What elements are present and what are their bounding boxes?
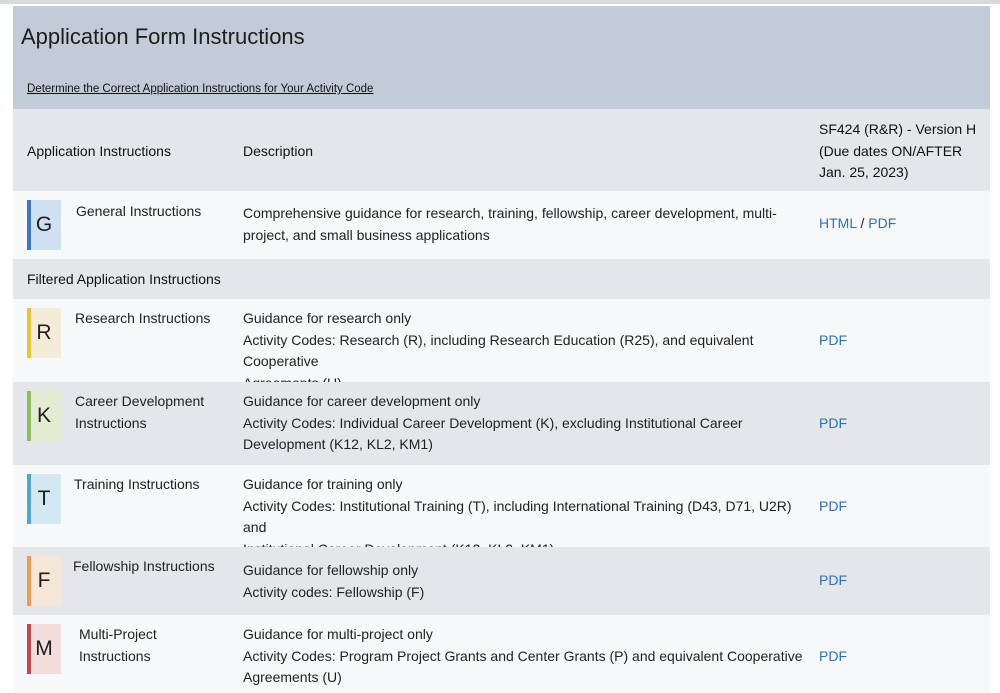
career-links [819, 415, 847, 431]
pdf-link[interactable]: PDF [819, 572, 847, 588]
version-line-1: SF424 (R&R) - Version H [819, 121, 977, 137]
description-line: project, and small business applications [243, 226, 490, 243]
column-header-version [819, 119, 976, 184]
filtered-section-label: Filtered Application Instructions [27, 271, 221, 287]
badge-letter: R [36, 321, 52, 344]
activity-code-link[interactable]: Determine the Correct Application Instructions for Your Activity Code [27, 83, 374, 95]
training-links [819, 498, 847, 514]
description-line: Guidance for research only [243, 310, 412, 326]
instructions-panel [13, 6, 990, 693]
html-link[interactable]: HTML [819, 215, 857, 231]
description-line: Activity Codes: Research (R), including Research Education (R25), and equivalent Cooperative [243, 331, 754, 369]
panel-header [13, 6, 990, 109]
instruction-name-line: Training Instructions [74, 476, 200, 492]
instruction-name [74, 474, 200, 496]
multi-project-badge [27, 624, 61, 674]
link-separator: / [856, 215, 869, 231]
training-badge [27, 474, 61, 524]
pdf-link[interactable]: PDF [819, 415, 847, 431]
description-line: Activity Codes: Individual Career Development (K), excluding Institutional Career [243, 414, 743, 431]
description-line: Agreements (U) [243, 669, 342, 685]
badge-letter: G [35, 213, 53, 236]
instruction-description [243, 624, 813, 689]
pdf-link[interactable]: PDF [819, 648, 847, 664]
description-line: Activity Codes: Institutional Training (T), including International Training (D43, D71, U2R) and [243, 497, 792, 535]
column-header-instructions: Application Instructions [27, 143, 171, 159]
instruction-name [75, 308, 210, 330]
table-row-research [13, 299, 990, 382]
instruction-name: General Instructions [76, 203, 202, 219]
description-line: Guidance for fellowship only [243, 562, 419, 578]
table-header [13, 109, 990, 191]
description-line: Comprehensive guidance for research, training, fellowship, career development, multi- [243, 205, 777, 221]
description-line: Development (K12, KL2, KM1) [243, 436, 433, 452]
instruction-name-line: Career Development [75, 393, 205, 409]
research-links [819, 332, 847, 348]
badge-letter: K [36, 404, 51, 427]
version-line-2: (Due dates ON/AFTER [819, 142, 963, 159]
instruction-name [73, 556, 215, 578]
fellowship-links [819, 572, 847, 588]
instruction-name-line: Instructions [75, 414, 147, 431]
pdf-link[interactable]: PDF [819, 498, 847, 514]
description-line: Activity Codes: Program Project Grants and Center Grants (P) and equivalent Cooperative [243, 647, 803, 664]
description-line: Guidance for multi-project only [243, 626, 433, 642]
career-badge [27, 391, 61, 441]
multi-project-links [819, 648, 847, 664]
fellowship-badge [27, 556, 61, 606]
instruction-description [243, 560, 813, 603]
general-links [819, 215, 896, 231]
pdf-link[interactable]: PDF [868, 215, 897, 231]
instruction-name [75, 391, 204, 434]
instruction-name [79, 624, 157, 667]
general-badge [27, 200, 61, 250]
table-row-general [13, 191, 990, 259]
instruction-name-line: Fellowship Instructions [73, 558, 215, 574]
badge-letter: T [37, 487, 51, 510]
instruction-name-line: Instructions [79, 647, 151, 664]
badge-letter: M [35, 637, 53, 660]
research-badge [27, 308, 61, 358]
description-line: Guidance for training only [243, 476, 403, 492]
description-line: Activity codes: Fellowship (F) [243, 583, 425, 600]
column-header-description: Description [243, 143, 314, 159]
version-line-3: Jan. 25, 2023) [819, 164, 909, 180]
badge-letter: F [37, 569, 51, 592]
table-row-training [13, 465, 990, 547]
top-border [0, 0, 1000, 4]
description-line: Guidance for career development only [243, 393, 481, 409]
table-row-career-development [13, 382, 990, 465]
page-title: Application Form Instructions [21, 24, 305, 49]
instruction-name-line: Research Instructions [75, 310, 211, 326]
instruction-name-line: Multi-Project [79, 626, 157, 642]
instruction-description [243, 391, 813, 456]
instruction-description [243, 203, 813, 246]
filtered-section-header [13, 259, 990, 299]
table-row-multi-project [13, 615, 990, 693]
pdf-link[interactable]: PDF [819, 332, 847, 348]
table-row-fellowship [13, 547, 990, 615]
